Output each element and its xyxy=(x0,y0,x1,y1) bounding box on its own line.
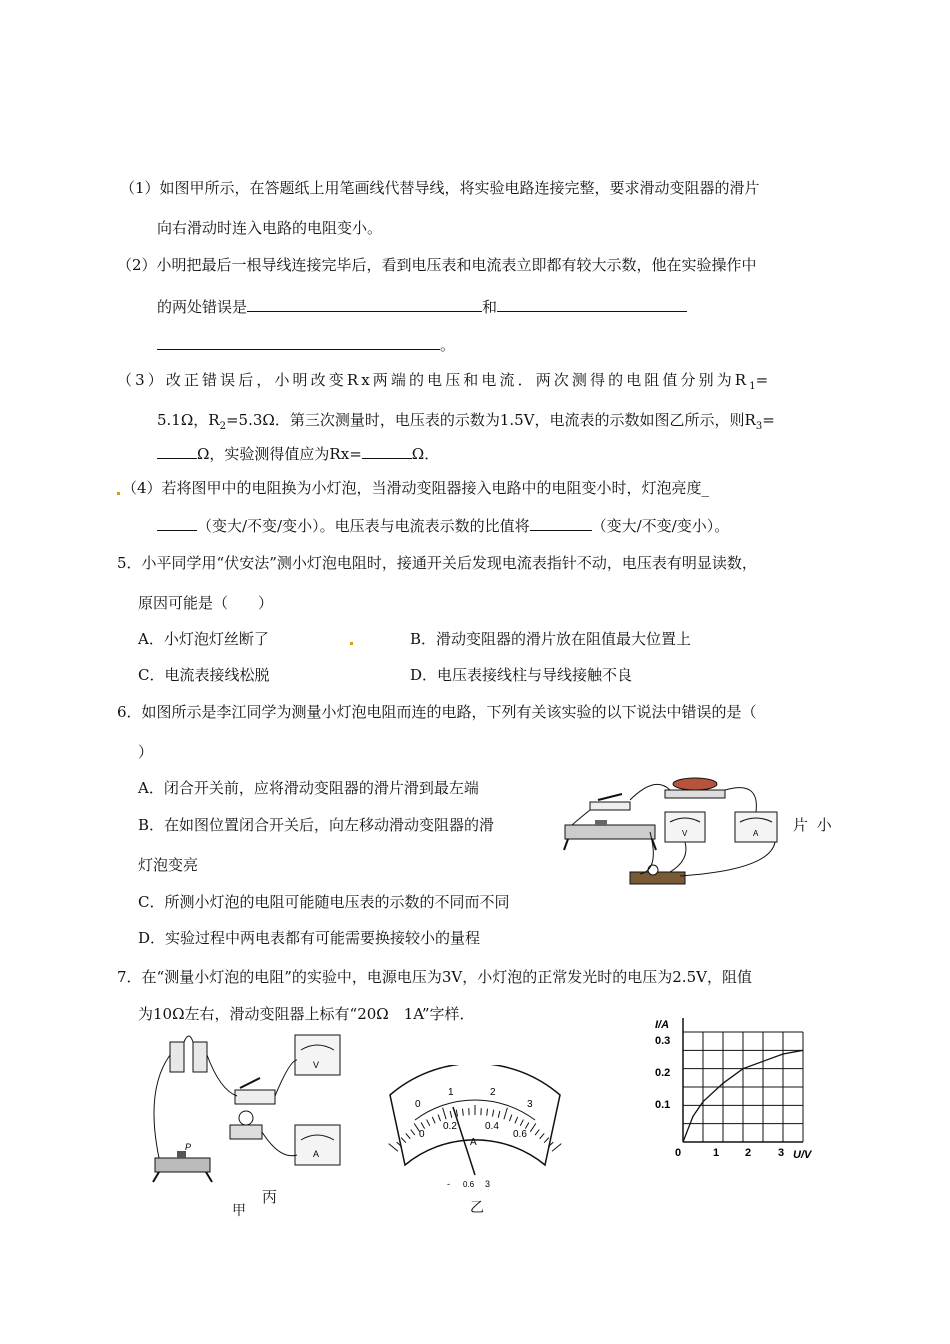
q4-p3-line2 xyxy=(157,410,775,437)
q4-p4-line1: （4）若将图甲中的电阻换为小灯泡，当滑动变阻器接入电路中的电阻变小时，灯泡亮度_ xyxy=(122,479,710,497)
q6-circuit-figure xyxy=(560,770,790,890)
graph-grid xyxy=(683,1032,803,1142)
q4-p2-end: 。 xyxy=(440,336,456,354)
q6-option-c[interactable]: C．所测小灯泡的电阻可能随电压表的示数的不同而不同 xyxy=(138,893,510,911)
mark-dot xyxy=(117,492,120,495)
q4-p2-line3 xyxy=(157,334,455,355)
scale-top-3: 3 xyxy=(527,1099,533,1110)
scale-bottom-2: 0.4 xyxy=(485,1121,499,1132)
q4-p2-text: 的两处错误是 xyxy=(157,298,248,316)
answer-blank[interactable] xyxy=(157,515,197,531)
graph-ylabel: I/A xyxy=(655,1019,670,1031)
figure-jia-circuit xyxy=(145,1030,355,1200)
ammeter-label: A xyxy=(753,829,759,838)
q4-p3-c1: Ω，实验测得值应为Rx= xyxy=(197,445,362,463)
q4-p4-c: （变大/不变/变小）。 xyxy=(591,517,730,535)
scale-bottom-3: 0.6 xyxy=(513,1129,527,1140)
scale-bottom-1: 0.2 xyxy=(443,1121,457,1132)
meter-unit: A xyxy=(470,1137,477,1148)
q7-stem-line2: 为10Ω左右，滑动变阻器上标有“20Ω 1A”字样． xyxy=(138,1005,475,1023)
answer-blank[interactable] xyxy=(157,443,197,459)
q4-p2-line1: （2）小明把最后一根导线连接完毕后，看到电压表和电流表立即都有较大示数，他在实验操作中 xyxy=(117,256,757,274)
figure-yi-ammeter xyxy=(385,1065,565,1190)
graph-ytick-01: 0.1 xyxy=(655,1099,671,1111)
q5-option-d[interactable]: D．电压表接线柱与导线接触不良 xyxy=(410,666,633,684)
q4-p3-c2: Ω． xyxy=(411,445,440,463)
scale-top-2: 2 xyxy=(490,1087,496,1098)
q4-p4-b: （变大/不变/变小）。电压表与电流表示数的比值将 xyxy=(197,517,530,535)
q6-stem-line2: ） xyxy=(138,743,154,761)
jia-voltmeter-label: V xyxy=(313,1060,320,1070)
figure-yi-label: 乙 xyxy=(470,1199,484,1215)
iu-graph xyxy=(645,1010,825,1160)
q6-option-b-line2: 灯泡变亮 xyxy=(138,856,199,874)
subscript: 1 xyxy=(749,381,756,392)
terminal-3: 3 xyxy=(485,1179,491,1189)
answer-blank[interactable] xyxy=(247,296,482,312)
meter-tick xyxy=(552,1144,561,1152)
answer-blank[interactable] xyxy=(497,296,687,312)
q4-p3-r3: = xyxy=(762,411,775,429)
q5-option-c[interactable]: C．电流表接线松脱 xyxy=(138,666,270,684)
q4-p1-line1: （1）如图甲所示，在答题纸上用笔画线代替导线，将实验电路连接完整，要求滑动变阻器的滑片 xyxy=(120,179,760,197)
q5-option-a[interactable]: A．小灯泡灯丝断了 xyxy=(138,630,269,648)
q6-stem-line1: 6．如图所示是李江同学为测量小灯泡电阻而连的电路，下列有关该实验的以下说法中错误的是（ xyxy=(117,703,757,721)
slider-label: P xyxy=(185,1142,192,1152)
q4-p3-r1: 5.1Ω，R xyxy=(157,411,220,429)
q4-p3-line1 xyxy=(117,370,771,397)
q4-p2-and: 和 xyxy=(482,298,498,316)
q5-option-b[interactable]: B．滑动变阻器的滑片放在阻值最大位置上 xyxy=(410,630,692,648)
q6-option-a[interactable]: A．闭合开关前，应将滑动变阻器的滑片滑到最左端 xyxy=(138,779,479,797)
terminal-06: 0.6 xyxy=(463,1180,475,1189)
subscript: 3 xyxy=(755,421,763,432)
graph-xtick-0: 0 xyxy=(675,1147,682,1159)
q4-p3-r2: =5.3Ω．第三次测量时，电压表的示数为1.5V，电流表的示数如图乙所示，则R xyxy=(225,411,756,429)
voltmeter-label: V xyxy=(682,829,688,838)
graph-xtick-2: 2 xyxy=(745,1147,752,1159)
subscript: 2 xyxy=(219,421,226,432)
figure-jia-label: 甲 xyxy=(232,1202,246,1218)
q4-p4-line2 xyxy=(157,515,729,536)
graph-ytick-02: 0.2 xyxy=(655,1067,671,1079)
q4-p3-eq: = xyxy=(755,371,772,389)
q4-p1-line2: 向右滑动时连入电路的电阻变小。 xyxy=(157,219,383,237)
scale-bottom-0: 0 xyxy=(419,1129,425,1140)
graph-xtick-3: 3 xyxy=(778,1147,785,1159)
mark-dot xyxy=(350,642,353,645)
q4-p3-line3 xyxy=(157,443,439,464)
q5-stem-line2: 原因可能是（ ） xyxy=(138,594,274,612)
jia-ammeter-label: A xyxy=(313,1149,320,1159)
answer-blank[interactable] xyxy=(530,515,592,531)
answer-blank[interactable] xyxy=(362,443,412,459)
q4-p2-line2 xyxy=(157,296,687,317)
terminal-neg: - xyxy=(447,1179,450,1189)
q6-option-d[interactable]: D．实验过程中两电表都有可能需要换接较小的量程 xyxy=(138,929,481,947)
figure-bing-label: 丙 xyxy=(262,1189,278,1206)
graph-xtick-1: 1 xyxy=(713,1147,720,1159)
q5-stem-line1: 5．小平同学用“伏安法”测小灯泡电阻时，接通开关后发现电流表指针不动，电压表有明显读数， xyxy=(117,554,757,572)
answer-blank[interactable] xyxy=(157,334,440,350)
meter-tick xyxy=(389,1144,398,1152)
graph-ytick-03: 0.3 xyxy=(655,1035,671,1047)
q4-p3-text: （3）改正错误后，小明改变Rx两端的电压和电流．两次测得的电阻值分别为R xyxy=(117,371,750,389)
q6-option-b-tail: 片 小 xyxy=(793,816,834,834)
scale-top-0: 0 xyxy=(415,1099,421,1110)
scale-top-1: 1 xyxy=(448,1087,454,1098)
graph-xlabel: U/V xyxy=(793,1149,812,1160)
q6-option-b[interactable]: B．在如图位置闭合开关后，向左移动滑动变阻器的滑 xyxy=(138,816,495,834)
q7-stem-line1: 7．在“测量小灯泡的电阻”的实验中，电源电压为3V，小灯泡的正常发光时的电压为2.5V，阻值 xyxy=(117,968,752,986)
